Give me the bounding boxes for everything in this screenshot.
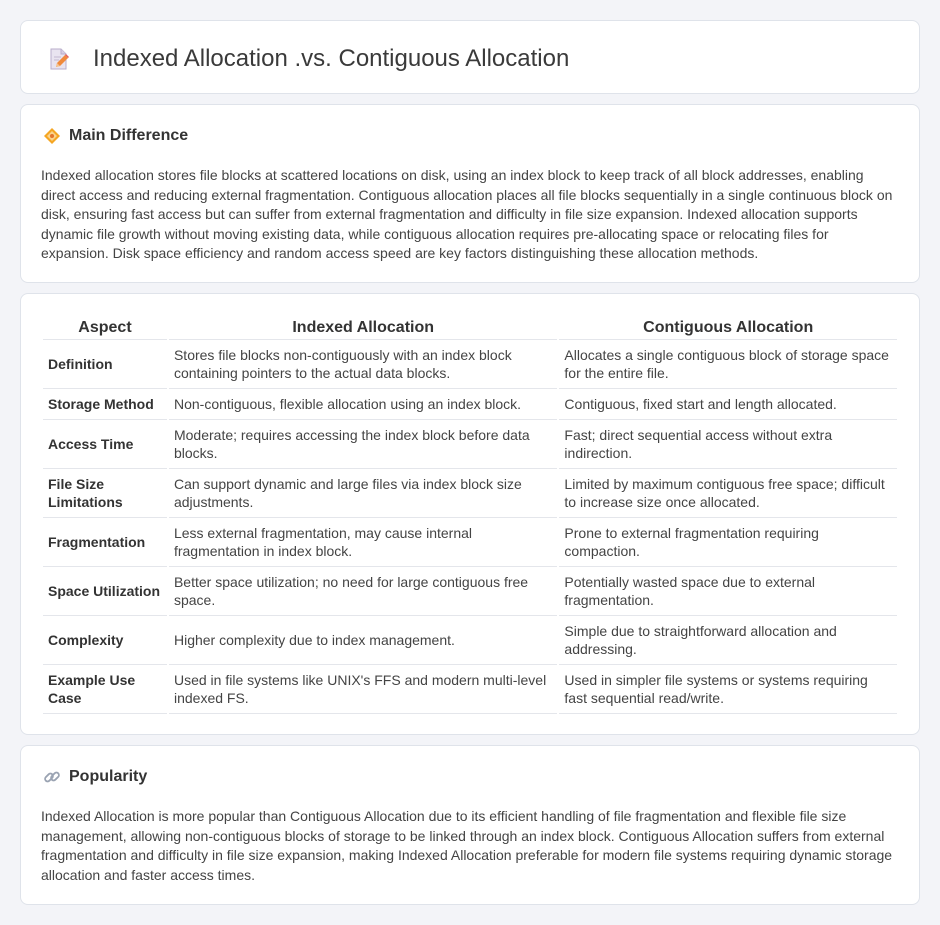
table-row — [43, 665, 897, 714]
table-header-row — [43, 316, 897, 340]
popularity-card — [20, 745, 920, 905]
table-row — [43, 567, 897, 616]
popularity-heading: Popularity — [69, 768, 148, 785]
link-icon — [43, 768, 61, 786]
table-row — [43, 518, 897, 567]
row-aspect: Example Use Case — [43, 665, 167, 714]
main-difference-header — [43, 127, 188, 145]
row-aspect: Complexity — [43, 616, 167, 665]
table-row — [43, 420, 897, 469]
header-indexed: Indexed Allocation — [169, 316, 557, 340]
row-contiguous: Used in simpler file systems or systems requiring fast sequential read/write. — [559, 665, 897, 714]
row-indexed: Moderate; requires accessing the index block before data blocks. — [169, 420, 557, 469]
popularity-header — [43, 768, 147, 786]
row-indexed: Stores file blocks non-contiguously with an index block containing pointers to the actual data blocks. — [169, 340, 557, 389]
row-indexed: Non-contiguous, flexible allocation using an index block. — [169, 389, 557, 420]
row-indexed: Used in file systems like UNIX's FFS and modern multi-level indexed FS. — [169, 665, 557, 714]
header-aspect: Aspect — [43, 316, 167, 340]
table-row — [43, 389, 897, 420]
comparison-card — [20, 293, 920, 735]
row-contiguous: Contiguous, fixed start and length allocated. — [559, 389, 897, 420]
table-row — [43, 469, 897, 518]
diamond-icon — [43, 127, 61, 145]
row-aspect: Definition — [43, 340, 167, 389]
row-aspect: Access Time — [43, 420, 167, 469]
title-card — [20, 20, 920, 94]
main-difference-heading: Main Difference — [69, 127, 189, 144]
row-contiguous: Simple due to straightforward allocation and addressing. — [559, 616, 897, 665]
row-contiguous: Prone to external fragmentation requiring compaction. — [559, 518, 897, 567]
row-contiguous: Fast; direct sequential access without extra indirection. — [559, 420, 897, 469]
row-contiguous: Allocates a single contiguous block of storage space for the entire file. — [559, 340, 897, 389]
document-edit-icon — [47, 47, 71, 71]
row-aspect: Fragmentation — [43, 518, 167, 567]
row-indexed: Better space utilization; no need for large contiguous free space. — [169, 567, 557, 616]
page-title: Indexed Allocation .vs. Contiguous Allocation — [93, 45, 570, 72]
popularity-text: Indexed Allocation is more popular than Contiguous Allocation due to its efficient handling of file fragmentation and flexible file size management, allowing non-contiguous blocks of storage to be linked through an index block. Contiguous Allocation suffers from external fragmentation and difficulty in file size expansion, making Indexed Allocation preferable for modern file systems requiring dynamic storage allocation and faster access times. — [41, 808, 893, 883]
header-contiguous: Contiguous Allocation — [559, 316, 897, 340]
row-contiguous: Limited by maximum contiguous free space; difficult to increase size once allocated. — [559, 469, 897, 518]
row-contiguous: Potentially wasted space due to external fragmentation. — [559, 567, 897, 616]
row-aspect: Space Utilization — [43, 567, 167, 616]
main-difference-card — [20, 104, 920, 283]
table-row — [43, 340, 897, 389]
table-row — [43, 616, 897, 665]
row-indexed: Less external fragmentation, may cause internal fragmentation in index block. — [169, 518, 557, 567]
row-aspect: File Size Limitations — [43, 469, 167, 518]
row-indexed: Can support dynamic and large files via index block size adjustments. — [169, 469, 557, 518]
main-difference-text: Indexed allocation stores file blocks at scattered locations on disk, using an index block to keep track of all block addresses, enabling direct access and reducing external fragmentation. Contiguous allocation places all file blocks sequentially in a single continuous block on disk, ensuring fast access but can suffer from external fragmentation and difficulty in file size expansion. Indexed allocation supports dynamic file growth without moving existing data, while contiguous allocation requires pre-allocating space or relocating files for expansion. Disk space efficiency and random access speed are key factors distinguishing these allocation methods. — [41, 167, 893, 261]
comparison-table — [41, 316, 899, 714]
row-aspect: Storage Method — [43, 389, 167, 420]
row-indexed: Higher complexity due to index management. — [169, 616, 557, 665]
